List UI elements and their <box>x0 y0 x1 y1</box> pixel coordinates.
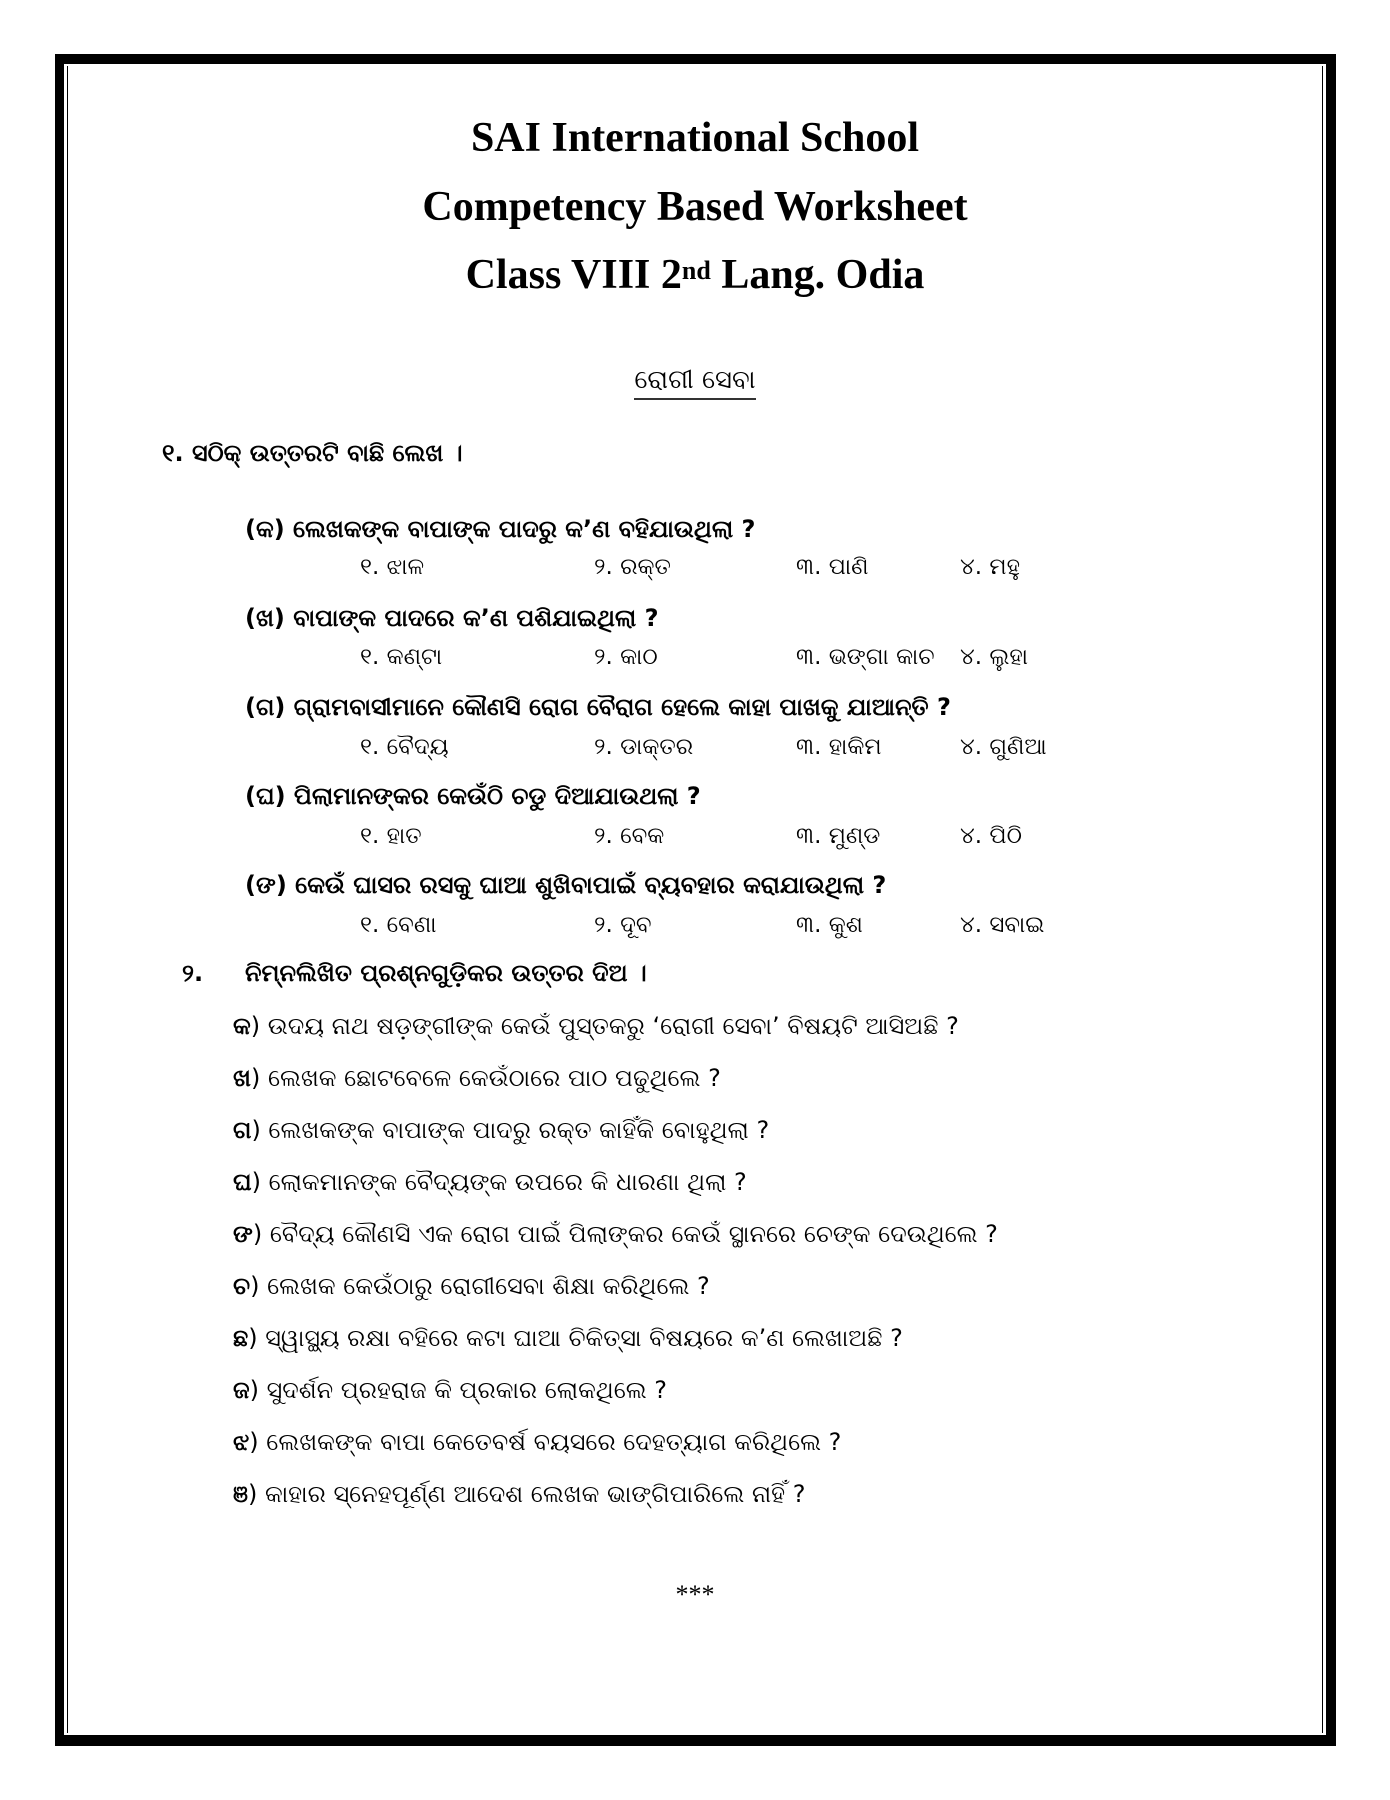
chapter-title-text: ରୋଗୀ ସେବା <box>634 365 755 400</box>
mcq-option: ୪. ସବାଇ <box>960 912 1045 938</box>
short-question <box>233 1114 769 1146</box>
class-sup: nd <box>681 256 711 285</box>
chapter-title <box>0 365 1390 396</box>
mcq-option: ୩. ମୁଣ୍ଡ <box>796 823 881 849</box>
mcq-option: ୩. କୁଶ <box>796 912 863 938</box>
short-question <box>233 1166 747 1198</box>
question-label: ଞ <box>233 1480 248 1508</box>
question-label: ଖ <box>233 1064 251 1092</box>
short-question <box>233 1062 721 1094</box>
mcq-option: ୪. ମହୁ <box>960 554 1020 580</box>
question-text: ) ଲେଖକଙ୍କ ବାପାଙ୍କ ପାଦରୁ ରକ୍ତ କାହିଁକି ବୋହୁଥିଲା ? <box>251 1116 770 1144</box>
mcq-option: ୧. ହାତ <box>360 823 422 849</box>
question-label: ଝ <box>233 1428 250 1456</box>
short-question <box>233 1322 903 1354</box>
mcq-option: ୪. ଗୁଣିଆ <box>960 734 1047 760</box>
mcq-option: ୨. କାଠ <box>594 644 658 670</box>
mcq-question: (ଘ) ପିଲାମାନଙ୍କର କେଉଁଠି ଚଡୁ ଦିଆଯାଉଥଲା ? <box>245 782 701 810</box>
section1-heading: ୧. ସଠିକ୍ ଉତ୍ତରଟି ବାଛି ଲେଖ । <box>162 439 463 467</box>
short-question <box>233 1478 805 1510</box>
question-label: କ <box>233 1012 251 1040</box>
question-text: ) ଲେଖକ କେଉଁଠାରୁ ରୋଗୀସେବା ଶିକ୍ଷା କରିଥିଲେ ? <box>250 1272 710 1300</box>
mcq-option: ୩. ପାଣି <box>796 554 869 580</box>
short-question <box>233 1374 667 1406</box>
short-question <box>233 1270 710 1302</box>
end-mark: *** <box>675 1580 715 1609</box>
class-title <box>0 250 1390 300</box>
short-question <box>233 1426 841 1458</box>
mcq-option: ୪. ଲୁହା <box>960 644 1029 670</box>
question-text: ) ଲେଖକଙ୍କ ବାପା କେତେବର୍ଷ ବୟସରେ ଦେହତ୍ୟାଗ କରିଥିଲେ ? <box>249 1428 842 1456</box>
worksheet-title: Competency Based Worksheet <box>422 184 968 230</box>
mcq-option: ୩. ଭଙ୍ଗା କାଚ <box>796 644 935 670</box>
question-label: ଗ <box>233 1116 252 1144</box>
mcq-option: ୧. ଝାଳ <box>360 554 425 580</box>
mcq-question: (ଖ) ବାପାଙ୍କ ପାଦରେ କ’ଣ ପଶିଯାଇଥିଲା ? <box>245 604 659 632</box>
mcq-option: ୨. ବେକ <box>594 823 665 849</box>
section2-heading: ନିମ୍ନଲିଖିତ ପ୍ରଶ୍ନଗୁଡ଼ିକର ଉତ୍ତର ଦିଅ । <box>245 959 647 987</box>
mcq-option: ୧. କଣ୍ଟା <box>360 644 443 670</box>
question-text: ) ଉଦୟ ନାଥ ଷଡ଼ଙ୍ଗୀଙ୍କ କେଉଁ ପୁସ୍ତକରୁ ‘ରୋଗୀ ସେବା’ ବିଷୟଟି ଆସିଅଛି ? <box>250 1012 959 1040</box>
question-text: ) ବୈଦ୍ୟ କୌଣସି ଏକ ରୋଗ ପାଇଁ ପିଲାଙ୍କର କେଉଁ ସ୍ଥାନରେ ଚେଙ୍କ ଦେଉଥିଲେ ? <box>252 1220 998 1248</box>
school-name: SAI International School <box>470 115 920 161</box>
mcq-option: ୩. ହାକିମ <box>796 734 882 760</box>
mcq-option: ୧. ବୈଦ୍ୟ <box>360 734 449 760</box>
mcq-option: ୪. ପିଠି <box>960 823 1022 849</box>
question-label: ଛ <box>233 1324 249 1352</box>
mcq-option: ୨. ଦୂବ <box>594 912 652 938</box>
short-question <box>233 1010 959 1042</box>
question-label: ଜ <box>233 1376 250 1404</box>
section2-number: ୨. <box>182 959 204 987</box>
question-label: ଙ <box>233 1220 253 1248</box>
mcq-question: (କ) ଲେଖକଙ୍କ ବାପାଙ୍କ ପାଦରୁ କ’ଣ ବହିଯାଉଥିଲା ? <box>245 515 756 543</box>
question-label: ଘ <box>233 1168 252 1196</box>
question-text: ) ଲେଖକ ଛୋଟବେଳେ କେଉଁଠାରେ ପାଠ ପଢୁଥିଲେ ? <box>250 1064 721 1092</box>
short-question <box>233 1218 998 1250</box>
question-label: ଚ <box>233 1272 251 1300</box>
mcq-option: ୧. ବେଣା <box>360 912 437 938</box>
question-text: ) ଲୋକମାନଙ୍କ ବୈଦ୍ୟଙ୍କ ଉପରେ କି ଧାରଣା ଥିଲା ? <box>251 1168 747 1196</box>
mcq-option: ୨. ଡାକ୍ତର <box>594 734 694 760</box>
class-suffix: Lang. Odia <box>710 252 925 298</box>
mcq-question: (ଗ) ଗ୍ରାମବାସୀମାନେ କୌଣସି ରୋଗ ବୈରାଗ ହେଲେ କାହା ପାଖକୁ ଯାଆନ୍ତି ? <box>245 693 951 721</box>
question-text: ) ସୁଦର୍ଶନ ପ୍ରହରାଜ କି ପ୍ରକାର ଲୋକଥିଲେ ? <box>249 1376 668 1404</box>
question-text: ) କାହାର ସ୍ନେହପୂର୍ଣ୍ଣ ଆଦେଶ ଲେଖକ ଭାଙ୍ଗିପାରିଲେ ନାହିଁ ? <box>247 1480 806 1508</box>
mcq-option: ୨. ରକ୍ତ <box>594 554 671 580</box>
class-prefix: Class VIII 2 <box>465 252 682 298</box>
mcq-question: (ଙ) କେଉଁ ଘାସର ରସକୁ ଘାଆ ଶୁଖିବାପାଇଁ ବ୍ୟବହାର କରାଯାଉଥିଲା ? <box>245 871 887 899</box>
question-text: ) ସ୍ୱାସ୍ଥ୍ୟ ରକ୍ଷା ବହିରେ କଟା ଘାଆ ଚିକିତ୍ସା ବିଷୟରେ କ’ଣ ଲେଖାଅଛି ? <box>248 1324 903 1352</box>
